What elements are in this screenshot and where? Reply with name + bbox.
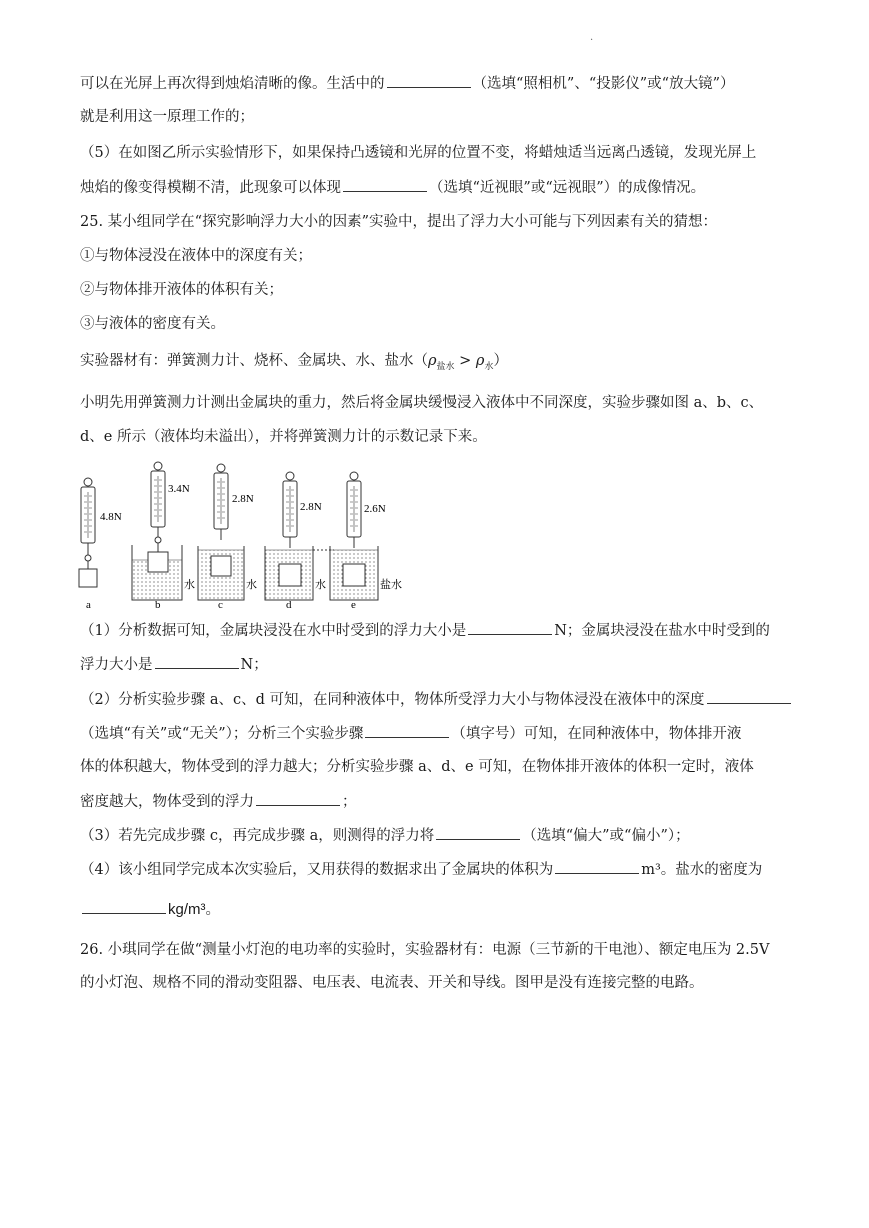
text: N；金属块浸没在盐水中时受到的 xyxy=(554,623,770,639)
text: 实验器材有：弹簧测力计、烧杯、金属块、水、盐水（ xyxy=(80,353,428,369)
rho-symbol: ρ xyxy=(475,353,485,369)
text: （填字号）可知，在同种液体中，物体排开液 xyxy=(451,726,742,742)
answer-blank[interactable] xyxy=(707,689,791,704)
text: 浮力大小是 xyxy=(80,657,153,673)
header-dot: . xyxy=(590,32,594,43)
text: （2）分析实验步骤 a、c、d 可知，在同种液体中，物体所受浮力大小与物体浸没在液体中的深度 xyxy=(80,692,705,708)
procedure-line-1: 小明先用弹簧测力计测出金属块的重力，然后将金属块缓慢浸入液体中不同深度，实验步骤如图 a、b、c、 xyxy=(80,395,764,411)
answer-blank[interactable] xyxy=(468,620,552,635)
unit-kg-m3: kg/m³ xyxy=(168,901,206,918)
rho-symbol: ρ xyxy=(428,353,437,369)
q2-line-3: 体的体积越大，物体受到的浮力越大；分析实验步骤 a、d、e 可知，在物体排开液体的体积一定时，液体 xyxy=(80,759,754,775)
subscript-saltwater: 盐水 xyxy=(436,361,455,372)
label-a: a xyxy=(86,599,91,610)
text: 可以在光屏上再次得到烛焰清晰的像。生活中的 xyxy=(80,76,385,92)
density-formula xyxy=(428,353,494,372)
question-26-line-2: 的小灯泡、规格不同的滑动变阻器、电压表、电流表、开关和导线。图甲是没有连接完整的电路。 xyxy=(80,975,704,991)
reading-a: 4.8N xyxy=(100,511,122,523)
liquid-d: 水 xyxy=(315,579,326,591)
answer-blank[interactable] xyxy=(256,791,340,806)
reading-d: 2.8N xyxy=(300,501,322,513)
gt-symbol: > xyxy=(454,353,476,369)
hypothesis-3: ③与液体的密度有关。 xyxy=(80,316,225,332)
q1-line-1 xyxy=(80,620,770,641)
scale-e xyxy=(330,472,378,600)
text: （选填“近视眼”或“远视眼”）的成像情况。 xyxy=(429,180,706,196)
reading-b: 3.4N xyxy=(168,483,190,495)
q1-line-2 xyxy=(80,654,268,675)
answer-blank[interactable] xyxy=(387,73,471,88)
experiment-figure xyxy=(72,460,412,610)
line-4 xyxy=(80,177,705,198)
text: （3）若先完成步骤 c，再完成步骤 a，则测得的浮力将 xyxy=(80,828,435,844)
hypothesis-1: ①与物体浸没在液体中的深度有关； xyxy=(80,248,312,264)
scale-a xyxy=(79,478,97,587)
text: （4）该小组同学完成本次实验后，又用获得的数据求出了金属块的体积为 xyxy=(80,862,554,878)
q4-line-1 xyxy=(80,859,762,880)
text: （选填“照相机”、“投影仪”或“放大镜”） xyxy=(472,76,735,92)
scale-c xyxy=(198,464,244,600)
answer-blank[interactable] xyxy=(365,723,449,738)
text: N； xyxy=(240,657,268,673)
question-26-line-1: 26. 小琪同学在做“测量小灯泡的电功率的实验时，实验器材有：电源（三节新的干电池）、额定电压为 2.5V xyxy=(80,942,770,958)
q2-line-4 xyxy=(80,791,357,812)
answer-blank[interactable] xyxy=(155,654,239,669)
answer-blank[interactable] xyxy=(343,177,427,192)
text: （选填“偏大”或“偏小”）； xyxy=(522,828,690,844)
answer-blank[interactable] xyxy=(82,899,166,914)
label-c: c xyxy=(218,599,223,610)
liquid-b: 水 xyxy=(184,579,195,591)
liquid-c: 水 xyxy=(246,579,257,591)
q2-line-1 xyxy=(80,689,793,710)
answer-blank[interactable] xyxy=(555,859,639,874)
text: （选填“有关”或“无关”）；分析三个实验步骤 xyxy=(80,726,364,742)
line-3: （5）在如图乙所示实验情形下，如果保持凸透镜和光屏的位置不变，将蜡烛适当远离凸透镜，发现光屏上 xyxy=(80,145,757,161)
reading-e: 2.6N xyxy=(364,503,386,515)
text: ） xyxy=(493,353,508,369)
hypothesis-2: ②与物体排开液体的体积有关； xyxy=(80,282,283,298)
subscript-water: 水 xyxy=(484,361,494,372)
equipment-line xyxy=(80,351,508,377)
label-d: d xyxy=(286,599,292,610)
liquid-e: 盐水 xyxy=(380,579,402,591)
text: 。 xyxy=(205,902,220,918)
reading-c: 2.8N xyxy=(232,493,254,505)
q3-line xyxy=(80,825,690,846)
text: 密度越大，物体受到的浮力 xyxy=(80,794,254,810)
line-2: 就是利用这一原理工作的； xyxy=(80,109,254,125)
q4-line-2 xyxy=(80,899,220,920)
text: ； xyxy=(342,794,357,810)
text: 烛焰的像变得模糊不清，此现象可以体现 xyxy=(80,180,341,196)
line-1 xyxy=(80,73,734,94)
procedure-line-2: d、e 所示（液体均未溢出），并将弹簧测力计的示数记录下来。 xyxy=(80,429,487,445)
answer-blank[interactable] xyxy=(436,825,520,840)
question-25-title: 25. 某小组同学在“探究影响浮力大小的因素”实验中，提出了浮力大小可能与下列因素有关的猜想： xyxy=(80,214,717,230)
q2-line-2 xyxy=(80,723,741,744)
text: （1）分析数据可知，金属块浸没在水中时受到的浮力大小是 xyxy=(80,623,467,639)
label-e: e xyxy=(351,599,356,610)
text: m³。盐水的密度为 xyxy=(641,862,763,878)
label-b: b xyxy=(155,599,161,610)
